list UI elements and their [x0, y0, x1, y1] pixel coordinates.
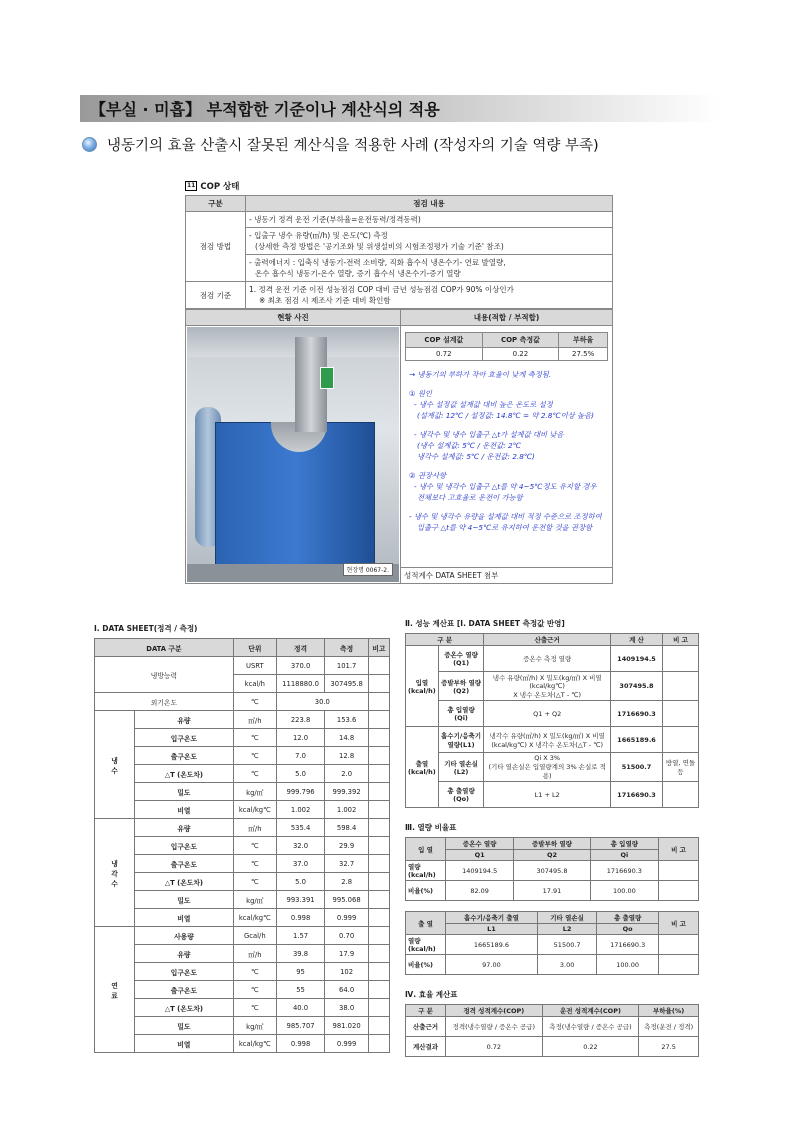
cop-measured-header: COP 측정값 — [482, 333, 559, 348]
eff-cell: 측정(냉수열량 / 증온수 공급) — [542, 1017, 639, 1037]
ds-cell: 5.0 — [276, 765, 325, 783]
ds-cell: 출구온도 — [135, 747, 234, 765]
eff-head: 정격 성적계수(COP) — [446, 1005, 543, 1017]
eff-cell: 산출근거 — [406, 1017, 446, 1037]
ds-cell: 0.998 — [276, 909, 325, 927]
perf-cell: Q1 + Q2 — [484, 701, 611, 727]
ds-cell: 비열 — [135, 1035, 234, 1053]
ratio-head: 증온수 열량 — [446, 838, 514, 850]
ratio-cell: 1665189.6 — [446, 935, 538, 955]
ratio-head: 총 출열량 — [597, 912, 659, 924]
section-subtitle — [82, 134, 599, 155]
ds-note-cell — [368, 963, 389, 981]
ds-cell: ℃ — [233, 747, 276, 765]
ds-cell: ℃ — [233, 837, 276, 855]
ds-col-rated: 정격 — [276, 639, 325, 657]
ds-cell: 유량 — [135, 711, 234, 729]
perf-cell: 증온수 측정 열량 — [484, 646, 611, 672]
eff-head: 부하율(%) — [639, 1005, 699, 1017]
ds-cell: ℃ — [233, 765, 276, 783]
ds-cell: ℃ — [233, 999, 276, 1017]
standard-content — [246, 282, 613, 309]
ds-cell: USRT — [233, 657, 276, 675]
col-content: 점검 내용 — [246, 196, 613, 212]
ds-cell: 999.796 — [276, 783, 325, 801]
perf-title: Ⅱ. 성능 계산표 [Ⅰ. DATA SHEET 측정값 반영] — [405, 619, 565, 628]
ds-cell: 밀도 — [135, 783, 234, 801]
ds-cell: 101.7 — [325, 657, 369, 675]
photo-cell — [186, 326, 401, 584]
ds-cell: 2.0 — [325, 765, 369, 783]
ds-cell: 유량 — [135, 819, 234, 837]
ratio-head: 총 입열량 — [590, 838, 658, 850]
note-line: (설계값: 12℃ / 설정값: 14.8℃ = 약 2.8℃이상 높음) — [417, 411, 594, 420]
ratio-in-label: 입 열 — [406, 838, 446, 861]
ds-cell: 1.57 — [276, 927, 325, 945]
perf-cell: 1409194.5 — [611, 646, 663, 672]
ds-cell: 985.707 — [276, 1017, 325, 1035]
ds-cell: 993.391 — [276, 891, 325, 909]
cop-inspection-sheet — [185, 180, 613, 584]
standard-label: 점검 기준 — [186, 282, 246, 309]
ds-cell: 출구온도 — [135, 981, 234, 999]
ds-cell: △T (온도차) — [135, 873, 234, 891]
ds-cell: 38.0 — [325, 999, 369, 1017]
ratio-head: 흡수기/응축기 출열 — [446, 912, 538, 924]
ratio-cell: 17.91 — [514, 881, 590, 901]
ds-cell: △T (온도차) — [135, 999, 234, 1017]
result-notes — [405, 369, 608, 533]
ds-cell: 14.8 — [325, 729, 369, 747]
ds-group-label: 냉 각 수 — [95, 819, 135, 927]
photo-header: 현황 사진 — [186, 310, 401, 326]
note-line: - 냉수 및 냉각수 유량을 설계값 대비 적정 수준으로 조정하여 — [409, 512, 602, 521]
ds-cell: 5.0 — [276, 873, 325, 891]
ds-note-cell — [368, 927, 389, 945]
ds-cell: 출구온도 — [135, 855, 234, 873]
ds-cell: kcal/kg℃ — [233, 801, 276, 819]
cop-title — [185, 180, 613, 192]
note-line: 전체보다 고효율로 운전이 가능함 — [417, 493, 523, 502]
ds-col-category: DATA 구분 — [95, 639, 234, 657]
standard-text-1: 1. 정격 운전 기준 이전 성능점검 COP 대비 금년 성능점검 COP가 90% 이상인가 — [249, 285, 514, 294]
eff-cell: 0.72 — [446, 1037, 543, 1057]
perf-cell: 51500.7 — [611, 753, 663, 782]
ds-cell: 29.9 — [325, 837, 369, 855]
ds-cell: Gcal/h — [233, 927, 276, 945]
ds-cell: 12.0 — [276, 729, 325, 747]
ds-cell: 7.0 — [276, 747, 325, 765]
ds-cell: 55 — [276, 981, 325, 999]
ratio-head: L1 — [446, 924, 538, 935]
ds-cell: 12.8 — [325, 747, 369, 765]
ds-note-cell — [368, 945, 389, 963]
heat-in-label: 입열 (kcal/h) — [406, 646, 439, 727]
ratio-title: Ⅲ. 열량 비율표 — [405, 823, 457, 832]
ds-cell: kcal/h — [233, 675, 276, 693]
ratio-head: Qi — [590, 850, 658, 861]
ds-note-cell — [368, 909, 389, 927]
ds-cell: 40.0 — [276, 999, 325, 1017]
ratio-out-table — [405, 911, 699, 975]
ds-cell: 32.0 — [276, 837, 325, 855]
ds-cell: 유량 — [135, 945, 234, 963]
ds-cell: 2.8 — [325, 873, 369, 891]
eff-title: Ⅳ. 효율 계산표 — [405, 990, 458, 999]
ds-cell: ℃ — [233, 855, 276, 873]
perf-table — [405, 633, 699, 808]
ds-cell: 995.068 — [325, 891, 369, 909]
ds-note-cell — [368, 711, 389, 729]
ds-cell: ℃ — [233, 963, 276, 981]
perf-cell: 기타 열손실 (L2) — [438, 753, 484, 782]
method-text-5: 온수 흡수식 냉동기-온수 열량, 증기 흡수식 냉온수기-증기 열량 — [255, 269, 461, 278]
method-text-3: (상세한 측정 방법은 '공기조화 및 위생설비의 시험조정평가 기술 기준' 참조) — [255, 242, 504, 251]
method-text-2: - 입출구 냉수 유량(㎥/h) 및 온도(℃) 측정 — [249, 231, 388, 240]
data-sheet — [94, 620, 390, 1053]
ds-note-cell — [368, 801, 389, 819]
ratio-cell: 1716690.3 — [597, 935, 659, 955]
ratio-cell: 3.00 — [537, 955, 596, 975]
cop-design-header: COP 설계값 — [406, 333, 483, 348]
ds-cell: kcal/kg℃ — [233, 1035, 276, 1053]
ds-cell: kg/㎥ — [233, 783, 276, 801]
ds-cell: kg/㎥ — [233, 1017, 276, 1035]
ds-note-cell — [368, 873, 389, 891]
method-line-2 — [246, 228, 613, 255]
ds-cell: 153.6 — [325, 711, 369, 729]
eff-cell: 0.22 — [542, 1037, 639, 1057]
ds-cell: kg/㎥ — [233, 891, 276, 909]
note-line: 냉각수 설계값: 5℃ / 운전값: 2.8℃) — [417, 452, 535, 461]
ratio-cell: 97.00 — [446, 955, 538, 975]
ds-cell: 30.0 — [276, 693, 368, 711]
ds-cell: 입구온도 — [135, 837, 234, 855]
ds-cell: 0.999 — [325, 909, 369, 927]
eff-table — [405, 1004, 699, 1057]
ds-note-cell — [368, 837, 389, 855]
ds-cell: 1.002 — [325, 801, 369, 819]
ds-cell: 0.999 — [325, 1035, 369, 1053]
ds-cell: 0.998 — [276, 1035, 325, 1053]
eff-cell: 측정(운전 / 정격) — [639, 1017, 699, 1037]
ds-cell: 32.7 — [325, 855, 369, 873]
ds-cell: 39.8 — [276, 945, 325, 963]
ds-cell: 999.392 — [325, 783, 369, 801]
ds-col-note: 비고 — [368, 639, 389, 657]
load-ratio-header: 부하율 — [559, 333, 608, 348]
photo-stamp: 현장명 0067-2. — [343, 563, 393, 576]
ratio-head: Q2 — [514, 850, 590, 861]
ratio-head: Qo — [597, 924, 659, 935]
ratio-head: 증발부하 열량 — [514, 838, 590, 850]
ds-group-label: 연 료 — [95, 927, 135, 1053]
ratio-note: 비 고 — [659, 912, 699, 935]
col-category: 구분 — [186, 196, 246, 212]
load-ratio-value: 27.5% — [559, 348, 608, 361]
ratio-in-table — [405, 837, 699, 901]
ratio-cell: 100.00 — [597, 955, 659, 975]
perf-cell: 307495.8 — [611, 672, 663, 701]
ratio-cell: 1716690.3 — [590, 861, 658, 881]
perf-cell: 1716690.3 — [611, 701, 663, 727]
ds-cell: ℃ — [233, 729, 276, 747]
ratio-cell: 100.00 — [590, 881, 658, 901]
ds-cell: 입구온도 — [135, 963, 234, 981]
note-line: 입출구 △t를 약 4~5℃로 유지하여 운전할 것을 권장함 — [417, 523, 593, 532]
cop-title-text: COP 상태 — [200, 182, 240, 192]
ds-cell: ℃ — [233, 981, 276, 999]
ratio-cell: 열량(kcal/h) — [406, 935, 446, 955]
perf-col-category: 구 분 — [406, 634, 484, 646]
ds-group-label: 냉 수 — [95, 711, 135, 819]
section-number-badge: 11 — [187, 182, 196, 189]
page-banner: 【부실 · 미흡】 부적합한 기준이나 계산식의 적용 — [80, 95, 720, 122]
ratio-note: 비 고 — [659, 838, 699, 861]
capacity-label: 냉방능력 — [95, 657, 234, 693]
ds-note-cell — [368, 981, 389, 999]
data-sheet-title: Ⅰ. DATA SHEET(정격 / 측정) — [94, 624, 198, 633]
photo-result-table — [185, 309, 613, 584]
eff-cell: 27.5 — [639, 1037, 699, 1057]
ds-cell: 598.4 — [325, 819, 369, 837]
datasheet-attach-note: 성적계수 DATA SHEET 첨부 — [401, 568, 613, 584]
perf-cell: 방열, 연돌 등 — [663, 753, 699, 782]
ds-cell: ㎥/h — [233, 819, 276, 837]
cop-table — [405, 332, 608, 361]
perf-cell: 냉수 유량(㎥/h) X 밀도(kg/㎥) X 비열(kcal/kg℃) X 냉수 온도차(△T - ℃) — [484, 672, 611, 701]
ds-note-cell — [368, 819, 389, 837]
method-text-4: - 출력에너지 : 입축식 냉동기-전력 소비량, 직화 흡수식 냉온수기- 연료 발열량, — [249, 258, 506, 267]
ds-cell: 1.002 — [276, 801, 325, 819]
ds-cell: ℃ — [233, 873, 276, 891]
perf-cell: 1716690.3 — [611, 782, 663, 808]
ds-cell: ℃ — [233, 693, 276, 711]
ds-cell: 223.8 — [276, 711, 325, 729]
note-line: - 냉수 설정값 설계값 대비 높은 온도로 설정 — [414, 400, 553, 409]
note-line: ① 원인 — [409, 389, 432, 398]
ds-cell: 95 — [276, 963, 325, 981]
ds-cell: 입구온도 — [135, 729, 234, 747]
perf-cell: 1665189.6 — [611, 727, 663, 753]
ratio-cell: 열량(kcal/h) — [406, 861, 446, 881]
ratio-head: L2 — [537, 924, 596, 935]
ds-col-unit: 단위 — [233, 639, 276, 657]
perf-cell: 냉각수 유량(㎥/h) X 밀도(kg/㎥) X 비열 (kcal/kg℃) X 냉각수 온도차(△T - ℃) — [484, 727, 611, 753]
ratio-head: 기타 열손실 — [537, 912, 596, 924]
ratio-out-label: 출 열 — [406, 912, 446, 935]
ds-cell: 밀도 — [135, 1017, 234, 1035]
perf-col-basis: 산출근거 — [484, 634, 611, 646]
ratio-cell: 307495.8 — [514, 861, 590, 881]
ds-cell: ㎥/h — [233, 945, 276, 963]
ds-note-cell — [368, 1017, 389, 1035]
outdoor-temp-label: 외기온도 — [95, 693, 234, 711]
ds-note-cell — [368, 765, 389, 783]
method-line-3 — [246, 255, 613, 282]
ds-cell: ㎥/h — [233, 711, 276, 729]
perf-col-note: 비 고 — [663, 634, 699, 646]
cop-design-value: 0.72 — [406, 348, 483, 361]
ds-note-cell — [368, 855, 389, 873]
standard-text-2: ※ 최초 점검 시 제조사 기준 대비 확인함 — [259, 296, 391, 305]
ds-cell: kcal/kg℃ — [233, 909, 276, 927]
cop-measured-value: 0.22 — [482, 348, 559, 361]
data-sheet-table — [94, 638, 390, 1053]
ds-cell: 비열 — [135, 801, 234, 819]
perf-cell: 총 출열량 (Qo) — [438, 782, 484, 808]
ds-cell: 64.0 — [325, 981, 369, 999]
ds-note-cell — [368, 999, 389, 1017]
subtitle-text: 냉동기의 효율 산출시 잘못된 계산식을 적용한 사례 (작성자의 기술 역량 부족) — [107, 138, 599, 154]
method-line-1: - 냉동기 정격 운전 기준(부하율=운전동력/정격동력) — [246, 212, 613, 228]
ds-note-cell — [368, 783, 389, 801]
ds-cell: 0.70 — [325, 927, 369, 945]
result-header: 내용(적합 / 부적합) — [401, 310, 613, 326]
ds-cell: 370.0 — [276, 657, 325, 675]
perf-cell: 흡수기/응축기 열량(L1) — [438, 727, 484, 753]
eff-head: 운전 성적계수(COP) — [542, 1005, 639, 1017]
eff-cell: 계산결과 — [406, 1037, 446, 1057]
perf-cell: 증온수 열량 (Q1) — [438, 646, 484, 672]
ds-cell: 102 — [325, 963, 369, 981]
ds-cell: △T (온도차) — [135, 765, 234, 783]
ratio-cell: 비율(%) — [406, 881, 446, 901]
calc-sections — [405, 615, 699, 1057]
perf-cell: L1 + L2 — [484, 782, 611, 808]
ds-cell: 535.4 — [276, 819, 325, 837]
eff-cell: 정격(냉수열량 / 증온수 공급) — [446, 1017, 543, 1037]
ds-cell: 37.0 — [276, 855, 325, 873]
ds-col-measured: 측정 — [325, 639, 369, 657]
ds-cell: 1118880.0 — [276, 675, 325, 693]
inspection-table — [185, 195, 613, 309]
ds-note-cell — [368, 747, 389, 765]
eff-head: 구 분 — [406, 1005, 446, 1017]
ds-note-cell — [368, 1035, 389, 1053]
perf-cell: Qi X 3% (기타 열손실은 입열량계의 3% 손실로 적용) — [484, 753, 611, 782]
ratio-cell: 51500.7 — [537, 935, 596, 955]
ratio-head: Q1 — [446, 850, 514, 861]
chiller-photo — [187, 327, 399, 582]
ds-cell: 307495.8 — [325, 675, 369, 693]
perf-cell: 총 입열량 (Qi) — [438, 701, 484, 727]
ds-cell: 비열 — [135, 909, 234, 927]
result-cell — [401, 326, 613, 568]
ds-note-cell — [368, 729, 389, 747]
bullet-icon — [82, 137, 97, 152]
method-label: 점검 방법 — [186, 212, 246, 282]
ds-cell: 17.9 — [325, 945, 369, 963]
note-line: → 냉동기의 부하가 작아 효율이 낮게 측정됨. — [409, 370, 552, 379]
ratio-cell: 비율(%) — [406, 955, 446, 975]
ds-cell: 밀도 — [135, 891, 234, 909]
note-line: (냉수 설계값: 5℃ / 운전값: 2℃ — [417, 441, 521, 450]
ds-cell: 981.020 — [325, 1017, 369, 1035]
note-line: - 냉수 및 냉각수 입출구 △t를 약 4~5℃정도 유지할 경우 — [414, 482, 597, 491]
perf-col-calc: 계 산 — [611, 634, 663, 646]
heat-out-label: 출열 (kcal/h) — [406, 727, 439, 808]
ds-note-cell — [368, 891, 389, 909]
note-line: - 냉각수 및 냉수 입출구 △t가 설계값 대비 낮음 — [414, 430, 564, 439]
ratio-cell: 82.09 — [446, 881, 514, 901]
ratio-cell: 1409194.5 — [446, 861, 514, 881]
ds-cell: 사용량 — [135, 927, 234, 945]
perf-cell: 증발부하 열량 (Q2) — [438, 672, 484, 701]
note-line: ② 권장사항 — [409, 471, 447, 480]
